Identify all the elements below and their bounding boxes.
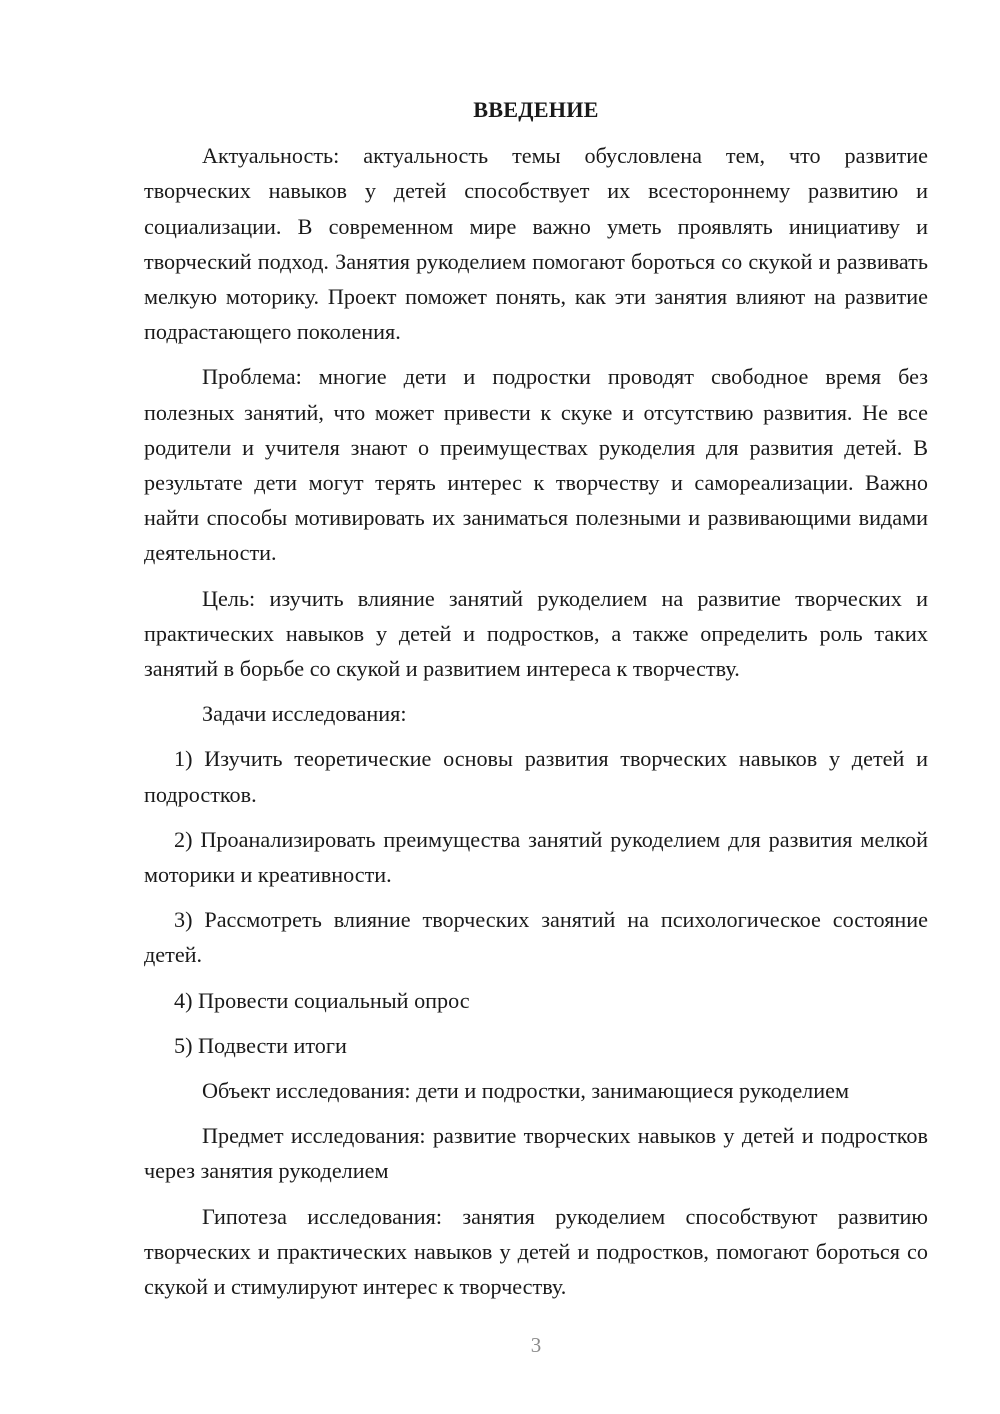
task-item-3: 3) Рассмотреть влияние творческих занятий на психологическое состояние детей. — [144, 907, 928, 968]
hypothesis-paragraph: Гипотеза исследования: занятия рукоделием способствуют развитию творческих и практических навыков у детей и подростков, помогают бороться со скукой и стимулируют интерес к творчеству. — [144, 1203, 928, 1300]
task-item-5: 5) Подвести итоги — [174, 1032, 347, 1058]
task-item-1: 1) Изучить теоретические основы развития творческих навыков у детей и подростков. — [144, 746, 928, 807]
page-content — [144, 92, 928, 1314]
task-item-2: 2) Проанализировать преимущества занятий рукоделием для развития мелкой моторики и креативности. — [144, 826, 928, 888]
problem-paragraph: Проблема: многие дети и подростки проводят свободное время без полезных занятий, что может привести к скуке и отсутствию развития. Не все родители и учителя знают о преимуществах рукоделия для развития детей. В результате дети могут терять интерес к творчеству и самореализации. Важно найти способы мотивировать их заниматься полезными и развивающими видами деятельности. — [144, 364, 928, 566]
subject-paragraph: Предмет исследования: развитие творческих навыков у детей и подростков через занятия рукоделием — [144, 1123, 928, 1184]
section-heading: ВВЕДЕНИЕ — [473, 97, 599, 122]
page-number: 3 — [530, 1333, 542, 1357]
tasks-title: Задачи исследования: — [202, 701, 407, 727]
task-item-4: 4) Провести социальный опрос — [174, 987, 470, 1013]
object-paragraph: Объект исследования: дети и подростки, занимающиеся рукоделием — [202, 1078, 850, 1104]
relevance-paragraph: Актуальность: актуальность темы обусловлена тем, что развитие творческих навыков у детей способствует их всестороннему развитию и социализации. В современном мире важно уметь проявлять инициативу и творческий подход. Занятия рукоделием помогают бороться со скукой и развивать мелкую моторику. Проект поможет понять, как эти занятия влияют на развитие подрастающего поколения. — [144, 143, 928, 345]
goal-paragraph: Цель: изучить влияние занятий рукоделием на развитие творческих и практических навыков у детей и подростков, а также определить роль таких занятий в борьбе со скукой и развитием интереса к творчеству. — [144, 585, 928, 682]
